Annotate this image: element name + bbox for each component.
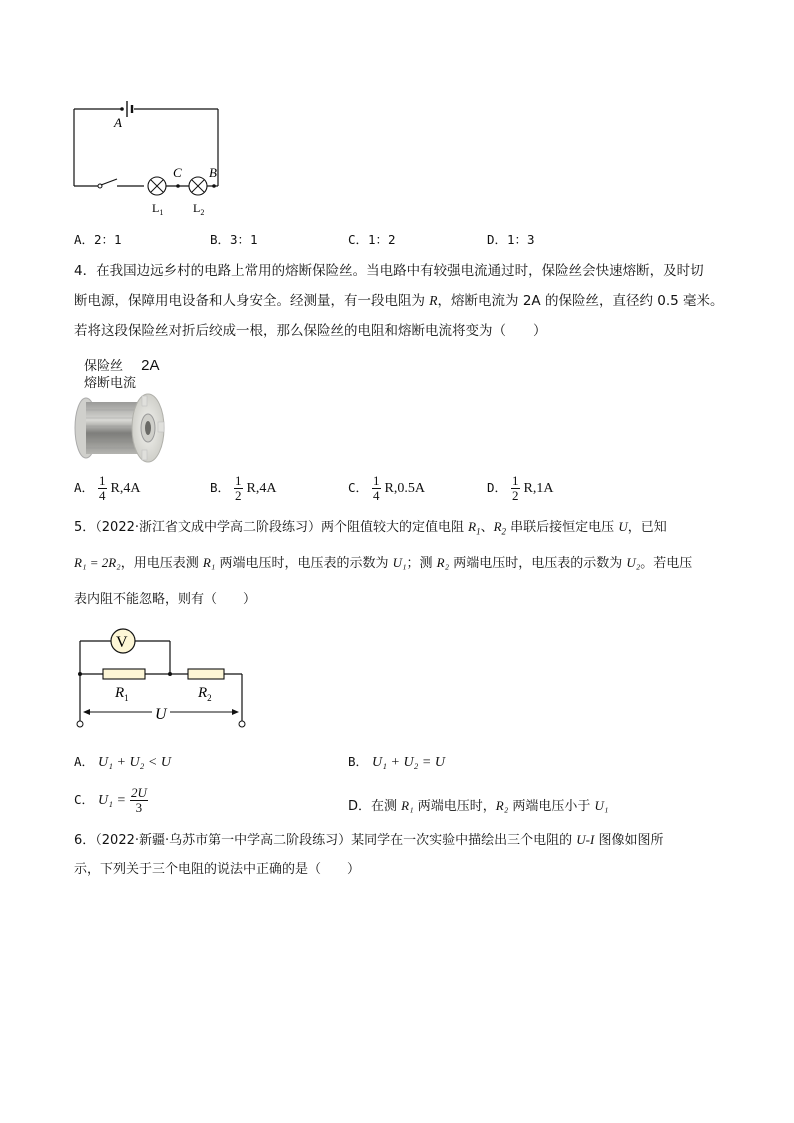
label-l1: $L_1$ — [152, 201, 164, 217]
q5-option-d[interactable]: D．在测 R₁ 两端电压时，R₂ 两端电压小于 U₁ — [348, 798, 609, 814]
label-a: A — [114, 115, 122, 130]
label-c: C — [173, 165, 182, 180]
node-a-dot — [120, 107, 124, 111]
q3-option-a[interactable]: A．2：1 — [74, 232, 122, 247]
label-u: U — [155, 706, 167, 723]
label-b: B — [209, 165, 217, 180]
q4-option-a[interactable]: A． $\frac{1}{4}$ R,4A — [74, 473, 141, 503]
fuse-label-1: 保险丝 2A — [84, 357, 160, 374]
voltmeter-symbol — [111, 629, 135, 653]
lamp-l1-symbol — [148, 177, 166, 195]
q3-option-d[interactable]: D．1：3 — [487, 232, 535, 247]
q4-line-1: 4．在我国边远乡村的电路上常用的熔断保险丝。当电路中有较强电流通过时，保险丝会快速熔断，及时切 — [74, 263, 704, 279]
q6-line-2: 示，下列关于三个电阻的说法中正确的是（ ） — [74, 862, 361, 877]
q4-line-3: 若将这段保险丝对折后绞成一根，那么保险丝的电阻和熔断电流将变为（ ） — [74, 323, 547, 339]
node-c-dot — [176, 184, 180, 188]
q3-option-b[interactable]: B．3：1 — [210, 232, 258, 247]
battery-symbol — [127, 101, 132, 117]
resistor-r2 — [188, 669, 224, 679]
q4-line-2: 断电源，保障用电设备和人身安全。经测量，有一段电阻为 R，熔断电流为 2A 的保险丝，直径约 0.5 毫米。 — [74, 293, 724, 309]
q4-option-c[interactable]: C． $\frac{1}{4}$ R,0.5A — [348, 473, 425, 503]
series-circuit-diagram — [60, 95, 240, 220]
q5-line-2: R₁ = 2R₂，用电压表测 R₁ 两端电压时，电压表的示数为 U₁；测 R₂ 两端电压时，电压表的示数为 U₂。若电压 — [74, 555, 693, 571]
q5-option-a[interactable]: A． U₁ + U₂ < U — [74, 754, 171, 770]
q4-option-b[interactable]: B． $\frac{1}{2}$ R,4A — [210, 473, 277, 503]
q6-line-1: 6．（2022·新疆·乌苏市第一中学高二阶段练习）某同学在一次实验中描绘出三个电阻的 U-I 图像如图所 — [74, 832, 664, 848]
q5-option-c[interactable]: C． U₁ = $\frac{2U}{3}$ — [74, 785, 147, 815]
terminal-right — [239, 721, 245, 727]
resistor-r1 — [103, 669, 145, 679]
q3-option-c[interactable]: C．1：2 — [348, 232, 396, 247]
fuse-label-2: 熔断电流 — [84, 376, 137, 391]
node-b-dot — [212, 184, 216, 188]
lamp-l2-symbol — [189, 177, 207, 195]
q5-line-1: 5．（2022·浙江省文成中学高二阶段练习）两个阻值较大的定值电阻 $R_1$、$R_2$ 串联后接恒定电压 U，已知 — [74, 519, 667, 537]
switch-symbol — [98, 179, 144, 188]
label-r2: $R_2$ — [198, 685, 212, 703]
q5-option-b[interactable]: B． U₁ + U₂ = U — [348, 754, 445, 770]
q5-line-3: 表内阻不能忽略，则有（ ） — [74, 592, 257, 607]
fuse-wire-spool-image — [72, 390, 172, 465]
terminal-left — [77, 721, 83, 727]
svg-text:V: V — [116, 634, 128, 651]
q4-option-d[interactable]: D． $\frac{1}{2}$ R,1A — [487, 473, 554, 503]
label-r1: $R_1$ — [115, 685, 129, 703]
fuse-current-value: 2A — [141, 357, 160, 374]
label-l2: $L_2$ — [193, 201, 205, 217]
voltmeter-circuit-diagram — [70, 625, 260, 735]
